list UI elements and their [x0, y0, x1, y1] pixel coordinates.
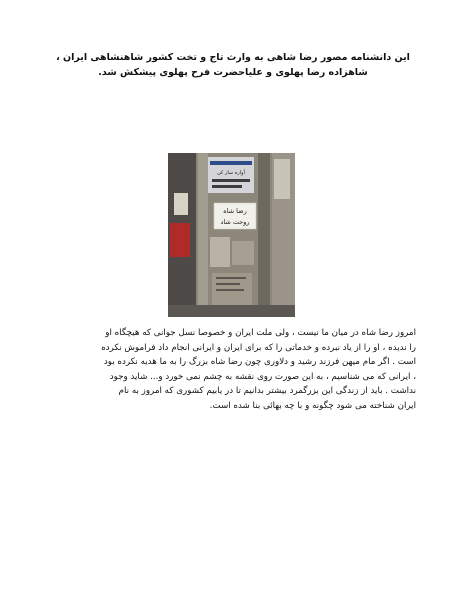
body-line: است . اگر مام میهن فرزند رشید و دلاوری چون رضا شاه بزرگ را به ما هدیه نکرده بود	[103, 357, 416, 368]
body-line: ایران شناخته می شود چگونه و با چه بهائی بنا شده است.	[209, 400, 416, 411]
poster-line	[212, 185, 242, 188]
pillar-shadow	[258, 153, 270, 317]
document-title	[50, 50, 416, 80]
ground	[168, 305, 295, 317]
sign-text-line: روحت شاد	[220, 218, 250, 226]
pillar-highlight	[198, 153, 208, 317]
paper-text-mark	[216, 283, 240, 285]
sign-text-line: رضا شاه	[223, 207, 247, 215]
street-photo	[168, 153, 295, 317]
left-window	[174, 193, 188, 215]
body-line: ، ایرانی که می شناسیم ، به این صورت روی نقشه به چشم نمی خورد و... شاید وجود	[109, 371, 416, 382]
paper-text-mark	[216, 277, 246, 279]
torn-paper	[210, 237, 230, 267]
body-line: را ندیده ، او را از یاد نبرده و خدماتی را که برای ایران و ایرانی انجام داد فراموش نکرده	[101, 342, 416, 353]
red-shop-sign	[170, 223, 190, 257]
body-line: نداشت . باید از زندگی این بزرگمرد بیشتر بدانیم تا در یابیم کشوری که امروز به نام	[118, 386, 416, 397]
document-body	[50, 326, 416, 414]
body-line: امروز رضا شاه در میان ما نیست ، ولی ملت ایران و خصوصا نسل جوانی که هیچگاه او	[105, 328, 416, 338]
poster-text: آواره ساز کن	[217, 170, 245, 176]
paper-text-mark	[216, 289, 244, 291]
photo-illustration	[168, 153, 295, 317]
title-line: این دانشنامه مصور رضا شاهی به وارث تاج و تخت کشور شاهنشاهی ایران ،	[56, 52, 410, 63]
right-window	[274, 159, 290, 199]
poster-line	[212, 179, 250, 182]
torn-paper	[232, 241, 254, 265]
poster-band	[210, 161, 252, 165]
title-line: شاهزاده رضا پهلوی و علیاحضرت فرح پهلوی پیشکش شد.	[98, 67, 368, 78]
